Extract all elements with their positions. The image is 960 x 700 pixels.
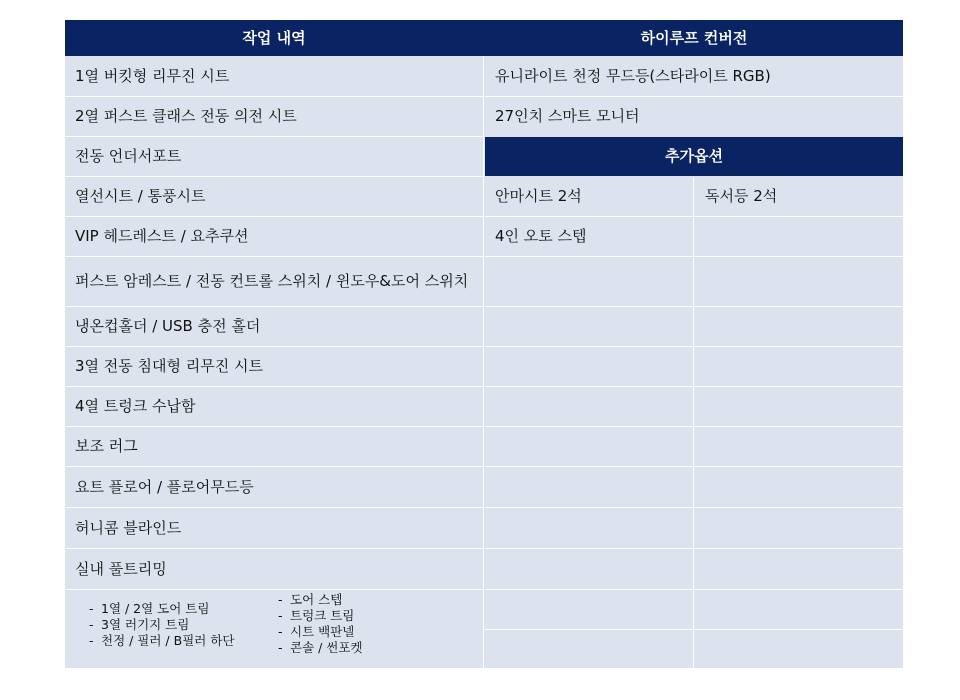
list-item: - 트렁크 트림 xyxy=(278,608,355,623)
list-item: - 1열 / 2열 도어 트림 xyxy=(89,601,210,616)
work-item: 요트 플로어 / 플로어무드등 xyxy=(75,477,254,496)
work-item: 허니콤 블라인드 xyxy=(75,518,182,537)
work-item: 2열 퍼스트 클래스 전동 의전 시트 xyxy=(75,107,297,125)
list-item: - 시트 백판넬 xyxy=(278,624,355,639)
header-hiroof: 하이루프 컨버전 xyxy=(485,20,903,56)
work-item: 보조 러그 xyxy=(75,437,138,455)
work-item: 전동 언더서포트 xyxy=(75,147,182,165)
list-item: - 도어 스텝 xyxy=(278,592,343,607)
list-item: - 천정 / 필러 / B필러 하단 xyxy=(89,633,235,648)
work-item: 1열 버킷형 리무진 시트 xyxy=(75,67,230,85)
header-options: 추가옵션 xyxy=(485,137,903,176)
hiroof-item: 27인치 스마트 모니터 xyxy=(495,107,640,125)
work-table xyxy=(65,20,903,668)
work-item: 4열 트렁크 수납함 xyxy=(75,397,196,415)
work-item xyxy=(65,257,483,306)
option-item: 독서등 2석 xyxy=(705,187,778,205)
list-item: - 콘솔 / 썬포켓 xyxy=(278,640,363,655)
hiroof-item: 유니라이트 천정 무드등(스타라이트 RGB) xyxy=(495,67,771,85)
work-item: 냉온컵홀더 / USB 충전 홀더 xyxy=(75,317,261,335)
trim-sub-list-right xyxy=(278,592,363,656)
work-item: 3열 전동 침대형 리무진 시트 xyxy=(75,357,264,375)
work-item: 실내 풀트리밍 xyxy=(75,559,167,578)
list-item: - 3열 러기지 트림 xyxy=(89,617,190,632)
header-work: 작업 내역 xyxy=(65,20,483,56)
work-item-text: 퍼스트 암레스트 / 전동 컨트롤 스위치 / 윈도우&도어 스위치 xyxy=(75,272,469,290)
option-item: 4인 오토 스텝 xyxy=(495,227,587,245)
work-item: VIP 헤드레스트 / 요추쿠션 xyxy=(75,227,249,245)
option-item: 안마시트 2석 xyxy=(495,187,582,205)
work-item: 열선시트 / 통풍시트 xyxy=(75,187,206,205)
trim-sub-list-left xyxy=(89,601,234,649)
